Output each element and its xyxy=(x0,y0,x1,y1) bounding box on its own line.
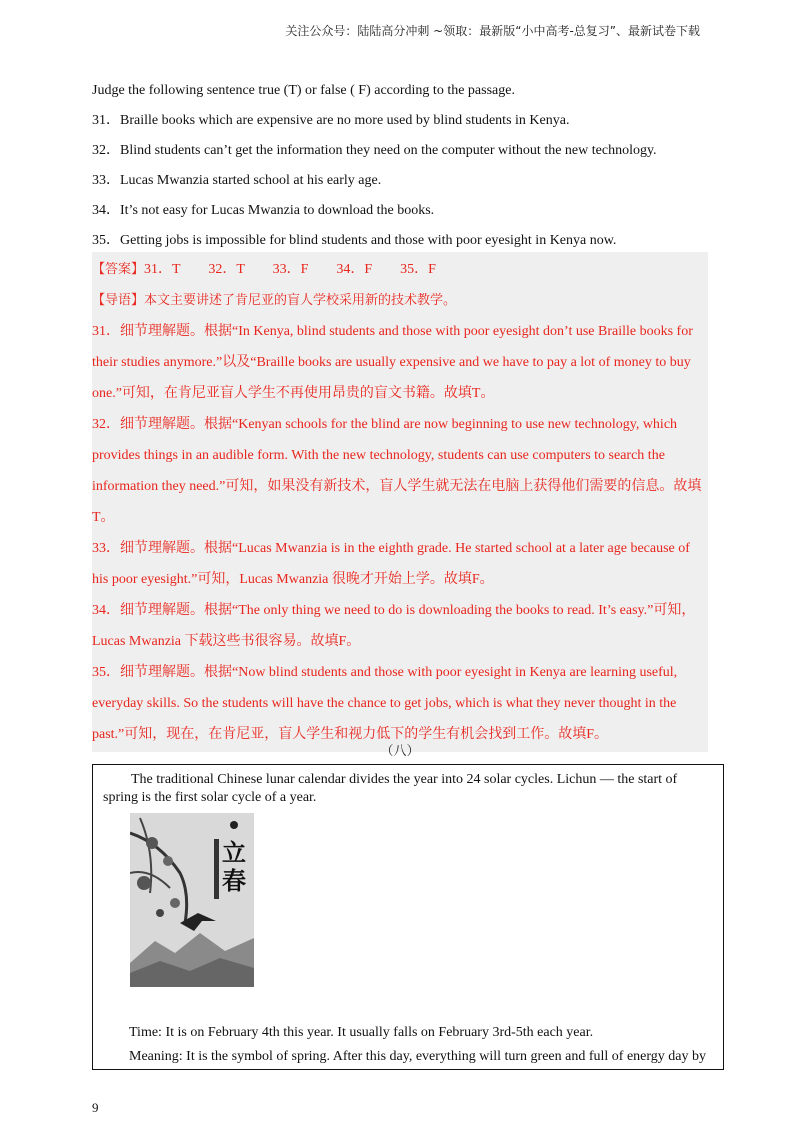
explanation-line: information they need.”可知，如果没有新技术，盲人学生就无法在电脑上获得他们需要的信息。故填 xyxy=(92,479,702,494)
question-item: 35．Getting jobs is impossible for blind students and those with poor eyesight in Kenya now. xyxy=(92,233,617,248)
question-list xyxy=(92,76,732,256)
explanation-line: his poor eyesight.”可知，Lucas Mwanzia 很晚才开始上学。故填F。 xyxy=(92,572,494,587)
question-instruction: Judge the following sentence true (T) or false ( F) according to the passage. xyxy=(92,83,515,98)
passage-intro: The traditional Chinese lunar calendar divides the year into 24 solar cycles. Lichun — the start of spring is the first solar cycle of a year. xyxy=(103,772,678,805)
answer-label: 【答案】 xyxy=(92,262,145,277)
reading-passage-box xyxy=(92,764,724,1070)
explanation-line: their studies anymore.”以及“Braille books are usually expensive and we have to pay a lot of money to buy xyxy=(92,355,691,370)
explanation-line: 33．细节理解题。根据“Lucas Mwanzia is in the eighth grade. He started school at a later age because of xyxy=(92,541,690,556)
question-item: 34．It’s not easy for Lucas Mwanzia to download the books. xyxy=(92,203,435,218)
explanation-line: 34．细节理解题。根据“The only thing we need to do is downloading the books to read. It’s easy.”可知， xyxy=(92,603,696,618)
question-item: 33．Lucas Mwanzia started school at his early age. xyxy=(92,173,382,188)
explanation-line: T。 xyxy=(92,510,115,525)
explanation-line: provides things in an audible form. With the new technology, students can use computers to search the xyxy=(92,448,665,463)
explanation-line: 31．细节理解题。根据“In Kenya, blind students and those with poor eyesight don’t use Braille books for xyxy=(92,324,693,339)
guide-line xyxy=(92,285,708,316)
poster-title-char1: 立 xyxy=(222,838,246,867)
page-header: 关注公众号：陆陆高分冲刺 ~领取：最新版“小中高考-总复习”、最新试卷下载 xyxy=(285,24,700,38)
explanation-line: 32．细节理解题。根据“Kenyan schools for the blind are now beginning to use new technology, which xyxy=(92,417,678,432)
section-title: （八） xyxy=(380,744,420,759)
answer-values: 31．T 32．T 33．F 34．F 35．F xyxy=(144,262,436,277)
page-number: 9 xyxy=(92,1100,99,1115)
explanation-line: past.”可知，现在，在肯尼亚，盲人学生和视力低下的学生有机会找到工作。故填F。 xyxy=(92,727,609,742)
question-item: 32．Blind students can’t get the information they need on the computer without the new technology. xyxy=(92,143,657,158)
explanation-line: Lucas Mwanzia 下载这些书很容易。故填F。 xyxy=(92,634,361,649)
answer-explanation-box xyxy=(92,252,708,752)
explanation-line: everyday skills. So the students will have the chance to get jobs, which is what they never thought in the xyxy=(92,696,677,711)
question-item: 31．Braille books which are expensive are no more used by blind students in Kenya. xyxy=(92,113,570,128)
explanation-line: 35．细节理解题。根据“Now blind students and those with poor eyesight in Kenya are learning useful, xyxy=(92,665,678,680)
lichun-poster-image xyxy=(130,813,254,987)
meaning-line: Meaning: It is the symbol of spring. After this day, everything will turn green and full of energy day by xyxy=(129,1049,706,1064)
time-line: Time: It is on February 4th this year. It usually falls on February 3rd-5th each year. xyxy=(129,1025,594,1040)
guide-label: 【导语】 xyxy=(92,293,145,308)
answer-line xyxy=(92,254,708,285)
lichun-poster-illustration xyxy=(130,813,254,987)
poster-title-char2: 春 xyxy=(222,866,246,895)
guide-text: 本文主要讲述了肯尼亚的盲人学校采用新的技术教学。 xyxy=(144,293,457,308)
explanation-line: one.”可知，在肯尼亚盲人学生不再使用昂贵的盲文书籍。故填T。 xyxy=(92,386,495,401)
